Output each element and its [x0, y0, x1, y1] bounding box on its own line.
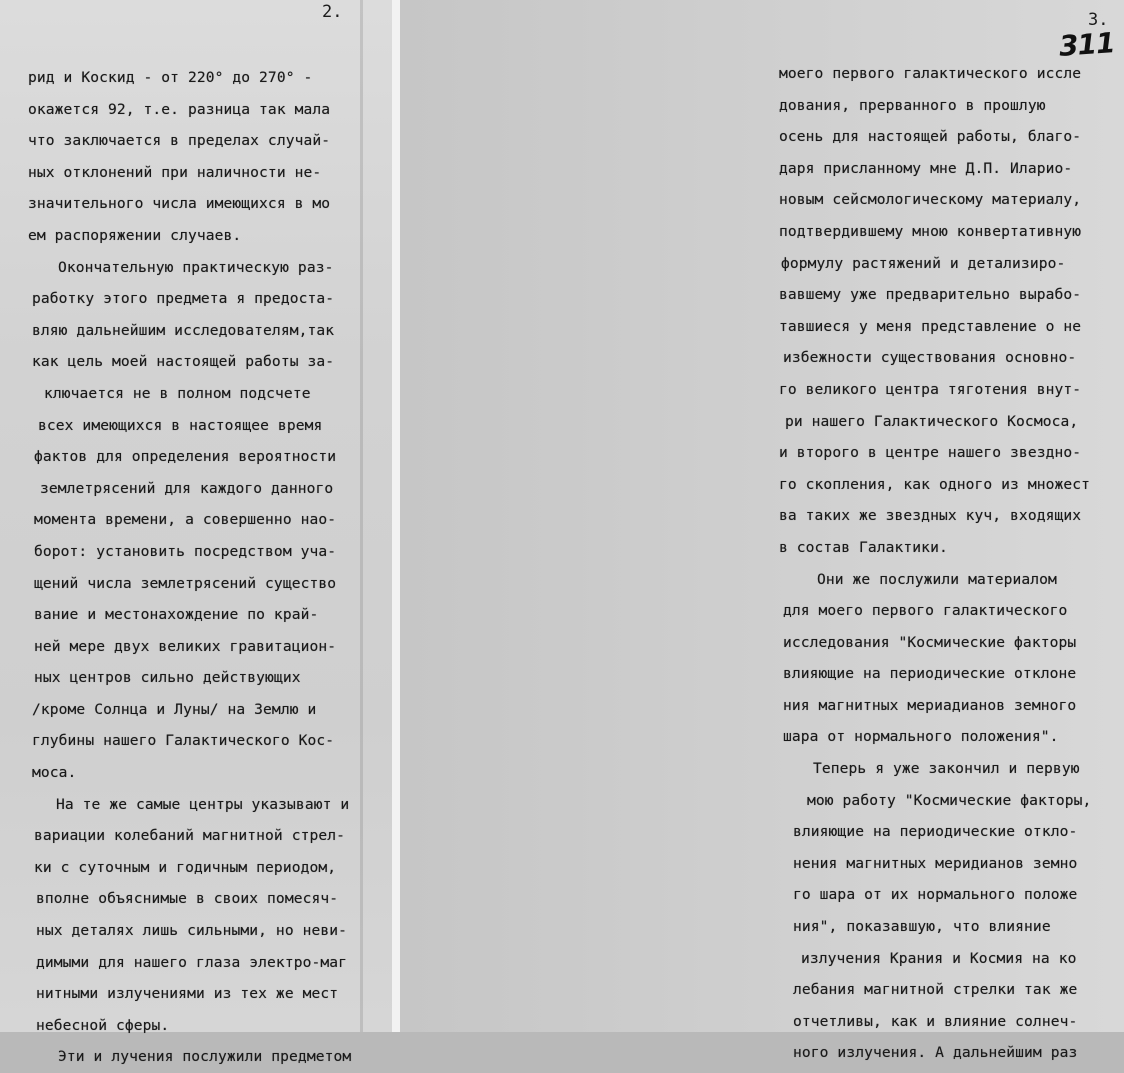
text-line: Теперь я уже закончил и первую	[813, 760, 1080, 778]
text-line: /кроме Солнца и Луны/ на Землю и	[32, 700, 317, 718]
right-page-text	[779, 58, 1124, 1069]
text-line: даря присланному мне Д.П. Иларио-	[779, 159, 1073, 177]
text-line: вляю дальнейшим исследователям,так	[32, 321, 335, 339]
text-line: для моего первого галактического	[783, 602, 1068, 620]
page-gap	[392, 0, 400, 1032]
text-line: осень для настоящей работы, благо-	[779, 128, 1082, 146]
text-line: небесной сферы.	[36, 1016, 170, 1034]
text-line: ных деталях лишь сильными, но неви-	[36, 922, 348, 940]
text-line: лебания магнитной стрелки так же	[793, 981, 1078, 999]
text-line: ния", показавшую, что влияние	[793, 918, 1051, 936]
text-line: щений числа землетрясений существо	[34, 574, 337, 592]
text-line: как цель моей настоящей работы за-	[32, 353, 335, 371]
text-line: ва таких же звездных куч, входящих	[779, 507, 1082, 525]
left-page	[0, 0, 392, 1066]
text-line: момента времени, а совершенно нао-	[34, 511, 337, 529]
text-line: фактов для определения вероятности	[34, 448, 337, 466]
left-page-number: 2.	[322, 2, 343, 22]
text-line: новым сейсмологическому материалу,	[779, 191, 1082, 209]
text-line: всех имеющихся в настоящее время	[38, 416, 323, 434]
text-line: отчетливы, как и влияние солнеч-	[793, 1012, 1078, 1030]
text-line: землетрясений для каждого данного	[40, 479, 334, 497]
text-line: ки с суточным и годичным периодом,	[34, 858, 337, 876]
text-line: влияющие на периодические отклоне	[783, 665, 1077, 683]
text-line: тавшиеся у меня представление о не	[779, 317, 1082, 335]
text-line: ем распоряжении случаев.	[28, 226, 242, 244]
text-line: Эти и лучения послужили предметом	[58, 1048, 352, 1066]
text-line: окажется 92, т.е. разница так мала	[28, 100, 331, 118]
text-line: глубины нашего Галактического Кос-	[32, 732, 335, 750]
text-line: го великого центра тяготения внут-	[779, 380, 1082, 398]
text-line: Окончательную практическую раз-	[58, 258, 334, 276]
text-line: ния магнитных мериадианов земного	[783, 696, 1077, 714]
left-page-text	[28, 62, 388, 1073]
text-line: рид и Коскид - от 220° до 270° -	[28, 69, 313, 86]
right-page-number: 3.	[1088, 10, 1109, 30]
archive-folio-number: 311	[1057, 26, 1116, 63]
text-line: значительного числа имеющихся в мо	[28, 195, 331, 213]
text-line: На те же самые центры указывают и	[56, 795, 350, 813]
text-line: ных центров сильно действующих	[34, 669, 301, 687]
text-line: борот: установить посредством уча-	[34, 542, 337, 560]
text-line: ных отклонений при наличности не-	[28, 163, 322, 181]
text-line: Они же послужили материалом	[817, 570, 1057, 588]
text-line: что заключается в пределах случай-	[28, 132, 331, 150]
text-line: вполне объяснимые в своих помесяч-	[36, 890, 339, 908]
text-line: формулу растяжений и детализиро-	[781, 254, 1066, 272]
text-line: вариации колебаний магнитной стрел-	[34, 827, 346, 845]
text-line: влияющие на периодические откло-	[793, 823, 1078, 841]
text-line: работку этого предмета я предоста-	[32, 290, 335, 308]
text-line: исследования "Космические факторы	[783, 633, 1077, 651]
text-line: моего первого галактического иссле	[779, 65, 1082, 82]
text-line: нения магнитных меридианов земно	[793, 854, 1078, 872]
text-line: ного излучения. А дальнейшим раз	[793, 1044, 1078, 1062]
text-line: ней мере двух великих гравитацион-	[34, 637, 337, 655]
text-line: вавшему уже предварительно вырабо-	[779, 286, 1082, 304]
text-line: моса.	[32, 764, 77, 782]
text-line: подтвердившему мною конвертативную	[779, 222, 1082, 240]
text-line: избежности существования основно-	[783, 349, 1077, 367]
text-line: в состав Галактики.	[779, 538, 948, 556]
text-line: ключается не в полном подсчете	[44, 384, 311, 402]
text-line: димыми для нашего глаза электро-маг	[36, 953, 348, 971]
text-line: вание и местонахождение по край-	[34, 606, 319, 624]
text-line: нитными излучениями из тех же мест	[36, 985, 339, 1003]
text-line: излучения Крания и Космия на ко	[801, 949, 1077, 967]
text-line: ри нашего Галактического Космоса,	[785, 412, 1079, 430]
text-line: шара от нормального положения".	[783, 728, 1059, 746]
text-line: дования, прерванного в прошлую	[779, 96, 1046, 114]
text-line: го шара от их нормального положе	[793, 886, 1078, 904]
text-line: и второго в центре нашего звездно-	[779, 444, 1082, 462]
text-line: мою работу "Космические факторы,	[807, 791, 1092, 809]
text-line: го скопления, как одного из множест	[779, 475, 1091, 493]
